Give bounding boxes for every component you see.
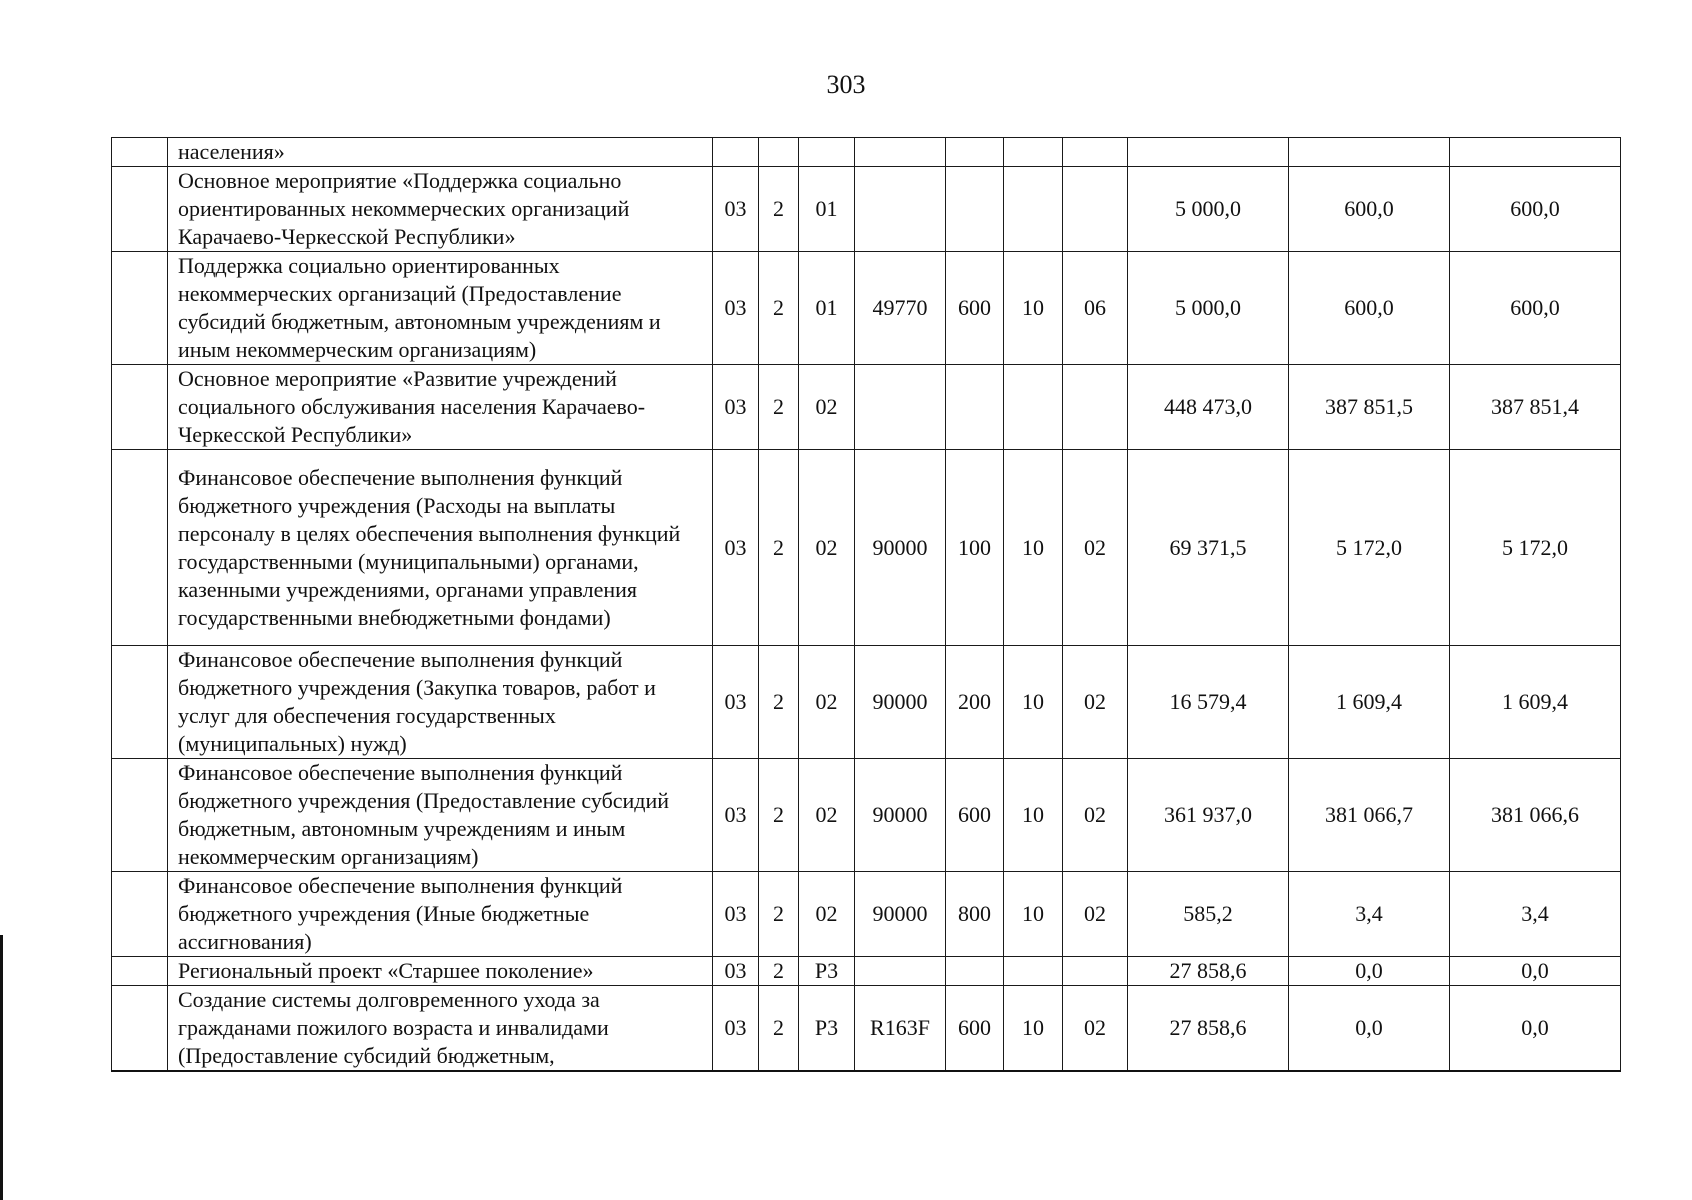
subprogram-code-cell: 2 [759, 872, 799, 957]
expense-type-cell: 100 [946, 450, 1004, 646]
subsection-cell [1063, 138, 1128, 167]
amount-cell-2: 0,0 [1289, 986, 1450, 1072]
scan-edge-line [0, 935, 3, 1200]
item-name-cell: Создание системы долговременного ухода за гражданами пожилого возраста и инвалидами (Предоставление субсидий бюджетным, [168, 986, 713, 1072]
subprogram-code-cell: 2 [759, 957, 799, 986]
section-cell [1004, 167, 1063, 252]
subprogram-code-cell: 2 [759, 365, 799, 450]
amount-cell-1 [1128, 138, 1289, 167]
row-number-cell [112, 759, 168, 872]
amount-cell-2: 1 609,4 [1289, 646, 1450, 759]
item-name-cell: Финансовое обеспечение выполнения функций бюджетного учреждения (Предоставление субсидий бюджетным, автономным учреждениям и иным некоммерческим организациям) [168, 759, 713, 872]
program-code-cell [713, 138, 759, 167]
subprogram-code-cell: 2 [759, 167, 799, 252]
subsection-cell: 02 [1063, 646, 1128, 759]
amount-cell-3: 600,0 [1450, 252, 1621, 365]
table-row [112, 365, 1621, 450]
section-cell: 10 [1004, 646, 1063, 759]
subprogram-code-cell: 2 [759, 759, 799, 872]
subsection-cell [1063, 957, 1128, 986]
subprogram-code-cell: 2 [759, 252, 799, 365]
expense-type-cell [946, 138, 1004, 167]
amount-cell-1: 585,2 [1128, 872, 1289, 957]
table-row [112, 957, 1621, 986]
expense-type-cell [946, 167, 1004, 252]
table-row [112, 759, 1621, 872]
table-row [112, 872, 1621, 957]
expense-type-cell [946, 957, 1004, 986]
page-number: 303 [826, 70, 866, 99]
table-row [112, 450, 1621, 646]
amount-cell-2: 3,4 [1289, 872, 1450, 957]
item-name-cell: Финансовое обеспечение выполнения функций бюджетного учреждения (Иные бюджетные ассигнования) [168, 872, 713, 957]
direction-code-cell: 49770 [855, 252, 946, 365]
direction-code-cell [855, 167, 946, 252]
subsection-cell: 06 [1063, 252, 1128, 365]
activity-code-cell: P3 [799, 957, 855, 986]
section-cell: 10 [1004, 252, 1063, 365]
amount-cell-3: 381 066,6 [1450, 759, 1621, 872]
row-number-cell [112, 252, 168, 365]
item-name-cell: Поддержка социально ориентированных некоммерческих организаций (Предоставление субсидий бюджетным, автономным учреждениям и иным некоммерческим организациям) [168, 252, 713, 365]
section-cell [1004, 957, 1063, 986]
budget-table [111, 137, 1621, 1072]
section-cell: 10 [1004, 450, 1063, 646]
subprogram-code-cell [759, 138, 799, 167]
amount-cell-1: 69 371,5 [1128, 450, 1289, 646]
amount-cell-2 [1289, 138, 1450, 167]
amount-cell-2: 600,0 [1289, 167, 1450, 252]
amount-cell-3: 600,0 [1450, 167, 1621, 252]
activity-code-cell: 02 [799, 646, 855, 759]
expense-type-cell: 800 [946, 872, 1004, 957]
row-number-cell [112, 872, 168, 957]
row-number-cell [112, 365, 168, 450]
amount-cell-2: 387 851,5 [1289, 365, 1450, 450]
program-code-cell: 03 [713, 872, 759, 957]
program-code-cell: 03 [713, 957, 759, 986]
subsection-cell: 02 [1063, 986, 1128, 1072]
amount-cell-2: 600,0 [1289, 252, 1450, 365]
activity-code-cell: 02 [799, 759, 855, 872]
activity-code-cell: 02 [799, 872, 855, 957]
direction-code-cell [855, 365, 946, 450]
amount-cell-1: 5 000,0 [1128, 252, 1289, 365]
direction-code-cell [855, 138, 946, 167]
program-code-cell: 03 [713, 759, 759, 872]
subprogram-code-cell: 2 [759, 450, 799, 646]
subsection-cell: 02 [1063, 450, 1128, 646]
activity-code-cell: 02 [799, 365, 855, 450]
subsection-cell [1063, 365, 1128, 450]
direction-code-cell: 90000 [855, 759, 946, 872]
section-cell [1004, 365, 1063, 450]
subsection-cell [1063, 167, 1128, 252]
amount-cell-3: 5 172,0 [1450, 450, 1621, 646]
amount-cell-3: 3,4 [1450, 872, 1621, 957]
amount-cell-1: 5 000,0 [1128, 167, 1289, 252]
program-code-cell: 03 [713, 646, 759, 759]
amount-cell-2: 0,0 [1289, 957, 1450, 986]
expense-type-cell: 200 [946, 646, 1004, 759]
expense-type-cell: 600 [946, 986, 1004, 1072]
amount-cell-1: 27 858,6 [1128, 986, 1289, 1072]
activity-code-cell: P3 [799, 986, 855, 1072]
direction-code-cell: 90000 [855, 872, 946, 957]
activity-code-cell: 02 [799, 450, 855, 646]
item-name-cell: населения» [168, 138, 713, 167]
section-cell [1004, 138, 1063, 167]
amount-cell-2: 5 172,0 [1289, 450, 1450, 646]
program-code-cell: 03 [713, 986, 759, 1072]
expense-type-cell: 600 [946, 759, 1004, 872]
direction-code-cell: 90000 [855, 646, 946, 759]
table-row [112, 986, 1621, 1072]
amount-cell-3 [1450, 138, 1621, 167]
table-row [112, 138, 1621, 167]
program-code-cell: 03 [713, 252, 759, 365]
row-number-cell [112, 646, 168, 759]
direction-code-cell [855, 957, 946, 986]
activity-code-cell: 01 [799, 252, 855, 365]
item-name-cell: Региональный проект «Старшее поколение» [168, 957, 713, 986]
amount-cell-3: 0,0 [1450, 986, 1621, 1072]
item-name-cell: Финансовое обеспечение выполнения функций бюджетного учреждения (Закупка товаров, работ и услуг для обеспечения государственных (муниципальных) нужд) [168, 646, 713, 759]
item-name-cell: Финансовое обеспечение выполнения функций бюджетного учреждения (Расходы на выплаты персоналу в целях обеспечения выполнения функций государственными (муниципальными) органами, казенными учреждениями, органами управления государственными внебюджетными фондами) [168, 450, 713, 646]
expense-type-cell: 600 [946, 252, 1004, 365]
amount-cell-1: 27 858,6 [1128, 957, 1289, 986]
table-row [112, 167, 1621, 252]
direction-code-cell: R163F [855, 986, 946, 1072]
section-cell: 10 [1004, 872, 1063, 957]
subprogram-code-cell: 2 [759, 646, 799, 759]
amount-cell-3: 0,0 [1450, 957, 1621, 986]
activity-code-cell: 01 [799, 167, 855, 252]
program-code-cell: 03 [713, 167, 759, 252]
program-code-cell: 03 [713, 365, 759, 450]
section-cell: 10 [1004, 986, 1063, 1072]
direction-code-cell: 90000 [855, 450, 946, 646]
table-row [112, 252, 1621, 365]
row-number-cell [112, 138, 168, 167]
row-number-cell [112, 957, 168, 986]
table-row [112, 646, 1621, 759]
amount-cell-2: 381 066,7 [1289, 759, 1450, 872]
amount-cell-1: 16 579,4 [1128, 646, 1289, 759]
amount-cell-1: 361 937,0 [1128, 759, 1289, 872]
amount-cell-3: 1 609,4 [1450, 646, 1621, 759]
subsection-cell: 02 [1063, 872, 1128, 957]
program-code-cell: 03 [713, 450, 759, 646]
amount-cell-1: 448 473,0 [1128, 365, 1289, 450]
row-number-cell [112, 986, 168, 1072]
section-cell: 10 [1004, 759, 1063, 872]
row-number-cell [112, 450, 168, 646]
activity-code-cell [799, 138, 855, 167]
row-number-cell [112, 167, 168, 252]
subprogram-code-cell: 2 [759, 986, 799, 1072]
item-name-cell: Основное мероприятие «Развитие учреждений социального обслуживания населения Карачаево-Черкесской Республики» [168, 365, 713, 450]
subsection-cell: 02 [1063, 759, 1128, 872]
amount-cell-3: 387 851,4 [1450, 365, 1621, 450]
expense-type-cell [946, 365, 1004, 450]
item-name-cell: Основное мероприятие «Поддержка социально ориентированных некоммерческих организаций Карачаево-Черкесской Республики» [168, 167, 713, 252]
